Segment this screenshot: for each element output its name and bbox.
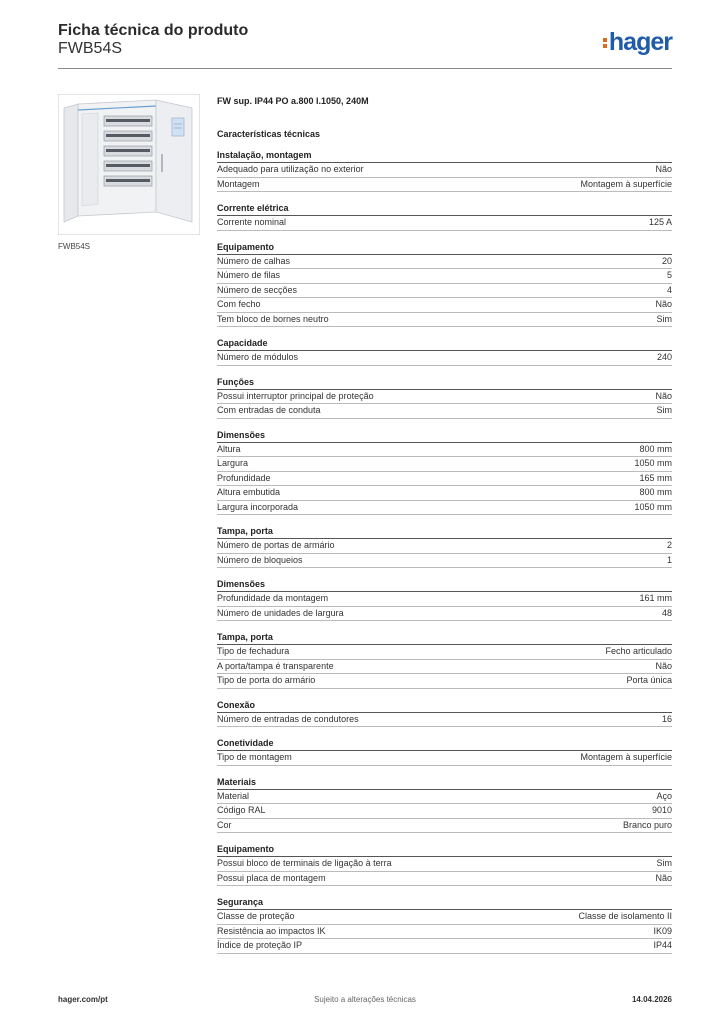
spec-value: 16 bbox=[661, 713, 672, 724]
spec-label: Número de filas bbox=[217, 270, 281, 280]
spec-group bbox=[217, 738, 672, 766]
spec-group bbox=[217, 700, 672, 728]
spec-label: Tipo de fechadura bbox=[217, 646, 290, 656]
spec-row bbox=[217, 925, 672, 940]
spec-label: Índice de proteção IP bbox=[217, 940, 303, 950]
spec-row bbox=[217, 607, 672, 622]
spec-value: 1050 mm bbox=[634, 458, 672, 468]
footer-website: hager.com/pt bbox=[58, 995, 108, 1004]
spec-label: Tem bloco de bornes neutro bbox=[217, 313, 329, 324]
spec-row bbox=[217, 674, 672, 689]
spec-label: Número de unidades de largura bbox=[217, 607, 344, 618]
spec-row bbox=[217, 216, 672, 231]
spec-value: Montagem à superfície bbox=[580, 752, 672, 762]
spec-group-title: Funções bbox=[217, 377, 672, 390]
spec-label: Material bbox=[217, 790, 250, 801]
spec-label: Profundidade bbox=[217, 472, 271, 483]
spec-label: Resistência ao impactos IK bbox=[217, 925, 326, 936]
spec-label: Corrente nominal bbox=[217, 217, 287, 227]
spec-group bbox=[217, 777, 672, 834]
spec-value: Branco puro bbox=[622, 819, 672, 830]
spec-value: IP44 bbox=[653, 940, 672, 950]
spec-row bbox=[217, 351, 672, 366]
spec-group-title: Materiais bbox=[217, 777, 672, 790]
spec-group-title: Equipamento bbox=[217, 844, 672, 857]
spec-row bbox=[217, 255, 672, 270]
spec-value: 4 bbox=[666, 284, 672, 295]
spec-row bbox=[217, 660, 672, 675]
spec-label: Altura embutida bbox=[217, 487, 281, 497]
spec-group-title: Tampa, porta bbox=[217, 632, 672, 645]
spec-value: 48 bbox=[661, 607, 672, 618]
spec-value: Sim bbox=[656, 405, 672, 415]
spec-value: 800 mm bbox=[639, 487, 672, 497]
spec-label: Número de bloqueios bbox=[217, 554, 303, 565]
spec-row bbox=[217, 751, 672, 766]
spec-group bbox=[217, 338, 672, 366]
spec-label: Número de módulos bbox=[217, 352, 299, 362]
spec-row bbox=[217, 713, 672, 728]
page-header bbox=[58, 20, 672, 70]
product-image bbox=[58, 94, 200, 235]
spec-group-title: Conexão bbox=[217, 700, 672, 713]
spec-row bbox=[217, 404, 672, 419]
spec-row bbox=[217, 554, 672, 569]
spec-value: Montagem à superfície bbox=[580, 178, 672, 189]
spec-group bbox=[217, 632, 672, 689]
footer-note: Sujeito a alterações técnicas bbox=[314, 995, 416, 1004]
spec-group bbox=[217, 579, 672, 621]
spec-row bbox=[217, 539, 672, 554]
spec-label: Possui bloco de terminais de ligação à terra bbox=[217, 858, 392, 868]
spec-value: Sim bbox=[656, 313, 672, 324]
spec-row bbox=[217, 592, 672, 607]
spec-row bbox=[217, 790, 672, 805]
image-caption: FWB54S bbox=[58, 242, 91, 251]
spec-group-title: Dimensões bbox=[217, 579, 672, 592]
spec-row bbox=[217, 457, 672, 472]
hager-logo bbox=[603, 28, 672, 57]
spec-row bbox=[217, 872, 672, 887]
header-divider bbox=[58, 68, 672, 69]
spec-row bbox=[217, 501, 672, 516]
spec-row bbox=[217, 298, 672, 313]
spec-row bbox=[217, 804, 672, 819]
spec-group-title: Tampa, porta bbox=[217, 526, 672, 539]
spec-value: Classe de isolamento II bbox=[578, 911, 672, 921]
logo-text: hager bbox=[608, 28, 672, 56]
spec-value: Não bbox=[655, 164, 672, 174]
spec-row bbox=[217, 443, 672, 458]
spec-row bbox=[217, 645, 672, 660]
spec-group bbox=[217, 430, 672, 516]
spec-label: Montagem bbox=[217, 178, 260, 189]
spec-value: Não bbox=[655, 299, 672, 309]
product-code: FWB54S bbox=[58, 40, 123, 57]
spec-group bbox=[217, 897, 672, 954]
spec-label: Altura bbox=[217, 443, 241, 454]
spec-group bbox=[217, 526, 672, 568]
spec-label: Tipo de montagem bbox=[217, 752, 292, 762]
spec-value: 240 bbox=[656, 352, 672, 362]
spec-group-title: Conetividade bbox=[217, 738, 672, 751]
spec-group bbox=[217, 203, 672, 231]
spec-value: Porta única bbox=[626, 675, 672, 685]
spec-value: 9010 bbox=[651, 805, 672, 815]
spec-value: Não bbox=[655, 872, 672, 883]
spec-group-title: Instalação, montagem bbox=[217, 150, 672, 163]
spec-row bbox=[217, 284, 672, 299]
spec-value: Não bbox=[655, 390, 672, 401]
spec-row bbox=[217, 486, 672, 501]
spec-label: Possui interruptor principal de proteção bbox=[217, 390, 374, 401]
spec-value: Não bbox=[655, 660, 672, 671]
spec-value: 1 bbox=[666, 554, 672, 565]
spec-row bbox=[217, 857, 672, 872]
spec-value: Sim bbox=[656, 858, 672, 868]
spec-label: Adequado para utilização no exterior bbox=[217, 164, 364, 174]
spec-label: Código RAL bbox=[217, 805, 266, 815]
spec-value: Aço bbox=[656, 790, 672, 801]
section-title: Características técnicas bbox=[217, 129, 321, 139]
spec-value: 800 mm bbox=[639, 443, 672, 454]
spec-label: Número de entradas de condutores bbox=[217, 713, 359, 724]
spec-label: Profundidade da montagem bbox=[217, 593, 329, 603]
spec-group-title: Capacidade bbox=[217, 338, 672, 351]
spec-label: Largura bbox=[217, 458, 249, 468]
spec-row bbox=[217, 939, 672, 954]
spec-row bbox=[217, 269, 672, 284]
spec-label: Número de calhas bbox=[217, 255, 291, 266]
spec-label: A porta/tampa é transparente bbox=[217, 660, 334, 671]
spec-group bbox=[217, 150, 672, 192]
logo-dots-icon bbox=[603, 36, 607, 50]
spec-value: IK09 bbox=[653, 925, 672, 936]
spec-label: Número de secções bbox=[217, 284, 298, 295]
spec-group-title: Corrente elétrica bbox=[217, 203, 672, 216]
spec-group bbox=[217, 242, 672, 328]
spec-row bbox=[217, 163, 672, 178]
spec-row bbox=[217, 390, 672, 405]
page-title: Ficha técnica do produto bbox=[58, 22, 249, 39]
spec-row bbox=[217, 178, 672, 193]
product-name: FW sup. IP44 PO a.800 l.1050, 240M bbox=[217, 96, 369, 106]
spec-label: Número de portas de armário bbox=[217, 540, 335, 550]
spec-row bbox=[217, 910, 672, 925]
spec-value: 2 bbox=[666, 540, 672, 550]
spec-label: Largura incorporada bbox=[217, 501, 299, 512]
spec-value: 20 bbox=[661, 255, 672, 266]
spec-group-title: Equipamento bbox=[217, 242, 672, 255]
spec-value: 1050 mm bbox=[634, 501, 672, 512]
spec-groups bbox=[217, 150, 672, 954]
spec-value: 165 mm bbox=[639, 472, 672, 483]
spec-content bbox=[217, 96, 672, 954]
spec-value: 125 A bbox=[648, 217, 672, 227]
spec-row bbox=[217, 313, 672, 328]
spec-label: Possui placa de montagem bbox=[217, 872, 326, 883]
spec-label: Classe de proteção bbox=[217, 911, 295, 921]
spec-group bbox=[217, 377, 672, 419]
spec-value: 5 bbox=[666, 270, 672, 280]
spec-group-title: Segurança bbox=[217, 897, 672, 910]
spec-label: Com entradas de conduta bbox=[217, 405, 321, 415]
spec-row bbox=[217, 472, 672, 487]
spec-value: 161 mm bbox=[639, 593, 672, 603]
spec-group-title: Dimensões bbox=[217, 430, 672, 443]
spec-label: Com fecho bbox=[217, 299, 261, 309]
spec-label: Cor bbox=[217, 819, 232, 830]
spec-row bbox=[217, 819, 672, 834]
footer-date: 14.04.2026 bbox=[631, 995, 672, 1004]
spec-label: Tipo de porta do armário bbox=[217, 675, 316, 685]
spec-value: Fecho articulado bbox=[605, 646, 672, 656]
spec-group bbox=[217, 844, 672, 886]
